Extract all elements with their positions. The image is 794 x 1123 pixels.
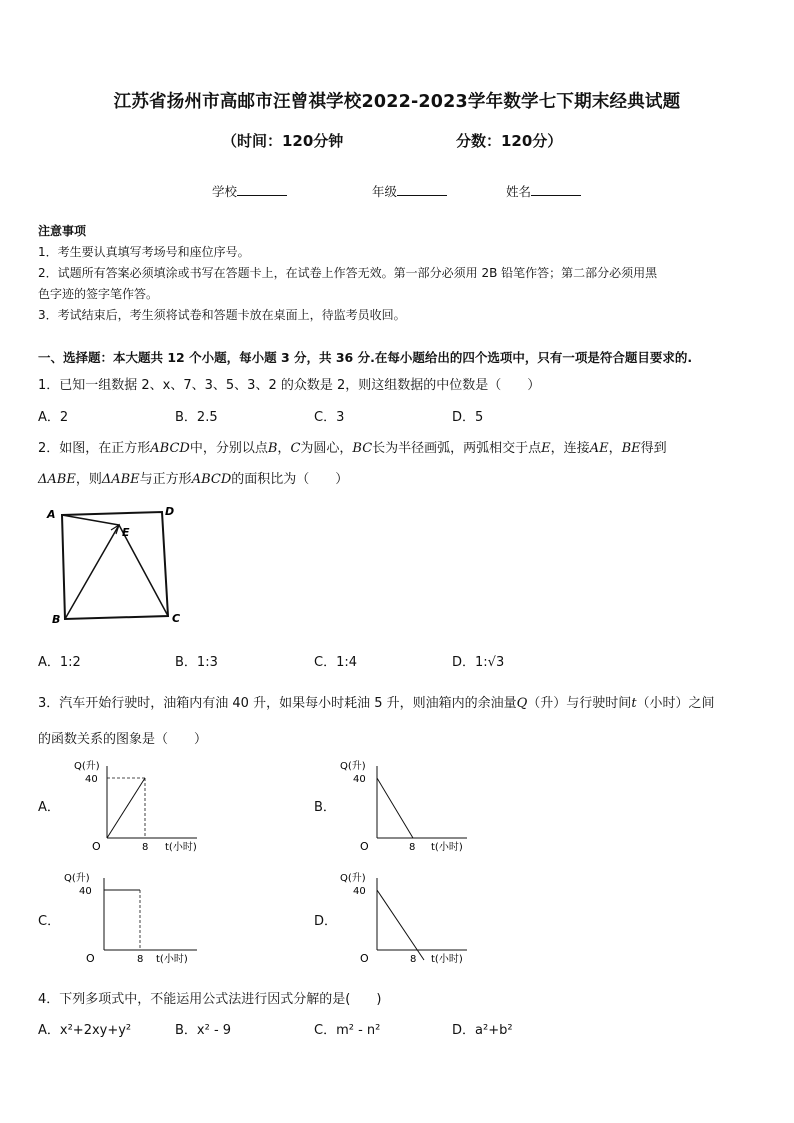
label-b: B — [52, 613, 61, 626]
q2-text: ，则 — [75, 472, 102, 487]
y-tick-40: 40 — [353, 774, 366, 785]
q2-text: ， — [608, 441, 622, 456]
origin-label: O — [360, 952, 369, 965]
y-axis-label: Q(升) — [340, 873, 366, 884]
x-tick-8: 8 — [409, 842, 416, 853]
x-tick-8: 8 — [410, 954, 417, 965]
graph-line — [107, 778, 145, 838]
exam-title: 江苏省扬州市高邮市汪曾祺学校2022-2023学年数学七下期末经典试题 — [113, 92, 681, 112]
label-e: E — [122, 526, 130, 539]
q2-segment-bc: BC — [352, 441, 373, 456]
name-label: 姓名 — [506, 184, 532, 199]
question-3-stem-line2: 的函数关系的图象是（ ） — [38, 732, 208, 747]
q2-text: 中，分别以点 — [189, 441, 268, 456]
y-tick-40: 40 — [85, 774, 98, 785]
q1-option-b: B．2.5 — [175, 410, 218, 425]
origin-label: O — [360, 840, 369, 853]
q2-text: 得到 — [640, 441, 667, 456]
school-field — [212, 182, 287, 200]
q2-point-e: E — [541, 441, 551, 456]
question-3-stem-line1 — [38, 692, 715, 711]
q3-option-b: B． — [314, 800, 336, 815]
notice-item-2: 2．试题所有答案必须填涂或书写在答题卡上，在试卷上作答无效。第一部分必须用 2B 铅笔作答；第二部分必须用黑 — [38, 266, 658, 280]
q3-text: （小时）之间 — [636, 696, 715, 711]
x-axis-label: t(小时) — [165, 842, 197, 853]
y-tick-40: 40 — [353, 886, 366, 897]
name-blank — [531, 183, 581, 196]
label-c: C — [172, 612, 181, 625]
school-label: 学校 — [212, 184, 238, 199]
question-4-stem: 4．下列多项式中，不能运用公式法进行因式分解的是( ) — [38, 992, 382, 1007]
q2-option-d: D．1:√3 — [452, 655, 505, 670]
origin-label: O — [92, 840, 101, 853]
y-axis-label: Q(升) — [340, 761, 366, 772]
q2-triangle-name: ΔABE — [101, 472, 140, 487]
q2-text: 的面积比为（ ） — [231, 472, 349, 487]
segment-ae — [62, 515, 119, 525]
q2-segment-be: BE — [621, 441, 641, 456]
x-axis-label: t(小时) — [431, 842, 463, 853]
name-field — [506, 182, 581, 200]
q2-square-name: ABCD — [150, 441, 190, 456]
q2-segment-ae: AE — [589, 441, 609, 456]
q4-option-d: D．a²+b² — [452, 1023, 513, 1038]
q2-point-c: C — [290, 441, 301, 456]
label-a: A — [47, 508, 56, 521]
exam-score: 分数：120分） — [456, 132, 563, 150]
q3-option-a: A． — [38, 800, 60, 815]
graph-d — [332, 868, 480, 968]
segment-be — [65, 525, 119, 619]
q2-triangle-name: ΔABE — [38, 472, 76, 487]
graph-line — [377, 778, 413, 838]
notice-item-3: 3．考试结束后，考生须将试卷和答题卡放在桌面上，待监考员收回。 — [38, 308, 406, 322]
q2-option-b: B．1:3 — [175, 655, 218, 670]
q2-point-b: B — [267, 441, 278, 456]
question-2-stem-line2 — [38, 468, 348, 487]
x-axis-label: t(小时) — [431, 954, 463, 965]
q4-option-b: B．x² - 9 — [175, 1023, 232, 1038]
label-d: D — [165, 505, 175, 518]
notice-item-1: 1．考生要认真填写考场号和座位序号。 — [38, 245, 250, 259]
q2-text: ， — [277, 441, 291, 456]
graph-c — [62, 868, 210, 968]
y-tick-40: 40 — [79, 886, 92, 897]
origin-label: O — [86, 952, 95, 965]
q3-var-q: Q — [516, 696, 528, 711]
q4-option-c: C．m² - n² — [314, 1023, 381, 1038]
q3-text: （升）与行驶时间 — [527, 696, 632, 711]
q2-text: ，连接 — [550, 441, 590, 456]
graph-a — [62, 756, 210, 854]
square-abcd-figure — [40, 500, 190, 630]
q2-text: 2．如图，在正方形 — [38, 441, 151, 456]
notice-item-2-cont: 色字迹的签字笔作答。 — [38, 287, 159, 301]
section-heading: 一、选择题：本大题共 12 个小题，每小题 3 分，共 36 分.在每小题给出的四个选项中，只有一项是符合题目要求的. — [38, 350, 693, 365]
graph-b — [332, 756, 480, 854]
question-2-stem-line1 — [38, 437, 667, 456]
y-axis-label: Q(升) — [64, 873, 90, 884]
grade-label: 年级 — [372, 184, 398, 199]
x-axis-label: t(小时) — [156, 954, 188, 965]
exam-time: （时间：120分钟 — [222, 132, 344, 150]
q2-square-name: ABCD — [191, 472, 232, 487]
q3-var-t: t — [631, 696, 637, 711]
q1-option-a: A．2 — [38, 410, 69, 425]
q1-option-d: D．5 — [452, 410, 484, 425]
question-1-stem: 1．已知一组数据 2、x、7、3、5、3、2 的众数是 2，则这组数据的中位数是（ ） — [38, 378, 541, 393]
q3-option-d: D． — [314, 914, 338, 929]
q3-text: 3．汽车开始行驶时，油箱内有油 40 升，如果每小时耗油 5 升，则油箱内的余油量 — [38, 696, 517, 711]
q4-option-a: A．x²+2xy+y² — [38, 1023, 132, 1038]
q2-text: 长为半径画弧，两弧相交于点 — [372, 441, 542, 456]
q1-option-c: C．3 — [314, 410, 345, 425]
grade-blank — [397, 183, 447, 196]
q2-text: 为圆心， — [300, 441, 353, 456]
q2-text: 与正方形 — [139, 472, 192, 487]
q2-option-a: A．1:2 — [38, 655, 81, 670]
q3-option-c: C． — [38, 914, 61, 929]
school-blank — [237, 183, 287, 196]
notice-title: 注意事项 — [38, 224, 87, 238]
y-axis-label: Q(升) — [74, 761, 100, 772]
grade-field — [372, 182, 447, 200]
q2-option-c: C．1:4 — [314, 655, 357, 670]
x-tick-8: 8 — [142, 842, 149, 853]
x-tick-8: 8 — [137, 954, 144, 965]
